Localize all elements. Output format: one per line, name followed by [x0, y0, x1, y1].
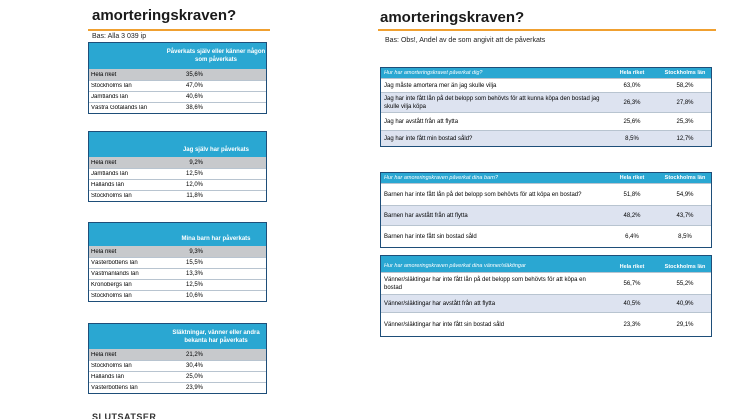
left-table-2-header: Jag själv har påverkats — [89, 132, 266, 157]
table-row: Stockholms län 47,0% — [89, 80, 266, 91]
right-table-3-header: Hur har amoreringskraven påverkat dina vänner/släktingar Hela riket Stockholms län — [381, 256, 711, 272]
table-row: Hela riket 35,6% — [89, 69, 266, 80]
table-row: Jag har avstått från att flytta 25,6% 25,3% — [381, 112, 711, 130]
table-row: Vänner/släktingar har inte fått sin bostad såld 23,3% 29,1% — [381, 312, 711, 336]
table-row: Jag har inte fått lån på det belopp som behövts för att kunna köpa den bostad jag skulle vilja köpa 26,3% 27,8% — [381, 92, 711, 112]
right-table-2 — [380, 172, 712, 248]
table-row: Kronobergs län 12,5% — [89, 279, 266, 290]
right-heading: amorteringskraven? — [380, 9, 525, 26]
table-row: Hallands län 12,0% — [89, 179, 266, 190]
left-table-4-header: Släktningar, vänner eller andra bekanta har påverkats — [89, 324, 266, 349]
table-row: Stockholms län 10,6% — [89, 290, 266, 301]
table-row: Jämtlands län 12,5% — [89, 168, 266, 179]
right-bas-note: Bas: Obs!, Andel av de som angivit att de påverkats — [385, 37, 546, 44]
table-row: Hela riket 9,3% — [89, 246, 266, 257]
table-row: Hela riket 21,2% — [89, 349, 266, 360]
table-row: Barnen har inte fått sin bostad såld 6,4% 8,5% — [381, 225, 711, 247]
table-row: Barnen har avstått från att flytta 48,2% 43,7% — [381, 205, 711, 225]
left-table-1 — [88, 42, 267, 114]
table-row: Vänner/släktingar har avstått från att flytta 40,5% 40,9% — [381, 294, 711, 312]
bottom-cut-heading: SLUTSATSER — [92, 412, 157, 419]
table-row: Vänner/släktingar har inte fått lån på det belopp som behövts för att köpa en bostad 56,7% 55,2% — [381, 272, 711, 294]
left-table-4 — [88, 323, 267, 394]
right-table-3 — [380, 255, 712, 337]
left-table-3 — [88, 222, 267, 302]
table-row: Västerbottens län 23,9% — [89, 382, 266, 393]
table-row: Stockholms län 30,4% — [89, 360, 266, 371]
right-heading-rule — [378, 29, 716, 31]
table-row: Hallands län 25,0% — [89, 371, 266, 382]
left-table-1-header: Påverkats själv eller känner någon som påverkats — [89, 43, 266, 69]
right-table-1-header: Hur har amorteringskravet påverkat dig? Hela riket Stockholms län — [381, 68, 711, 78]
table-row: Västerbottens län 15,5% — [89, 257, 266, 268]
left-heading: amorteringskraven? — [92, 7, 237, 24]
table-row: Stockholms län 11,8% — [89, 190, 266, 201]
right-table-2-header: Hur har amoreringskraven påverkat dina barn? Hela riket Stockholms län — [381, 173, 711, 183]
table-row: Barnen har inte fått lån på det belopp som behövts för att köpa en bostad? 51,8% 54,9% — [381, 183, 711, 205]
left-table-3-header: Mina barn har påverkats — [89, 223, 266, 246]
table-row: Hela riket 9,2% — [89, 157, 266, 168]
left-table-2 — [88, 131, 267, 202]
left-heading-rule — [88, 29, 270, 31]
table-row: Jag har inte fått min bostad såld? 8,5% 12,7% — [381, 130, 711, 146]
left-bas-note: Bas: Alla 3 039 ip — [92, 33, 147, 40]
right-table-1 — [380, 67, 712, 147]
table-row: Västmanlands län 13,3% — [89, 268, 266, 279]
table-row: Västra Götalands län 38,6% — [89, 102, 266, 113]
table-row: Jämtlands län 40,6% — [89, 91, 266, 102]
table-row: Jag måste amortera mer än jag skulle vilja 63,0% 58,2% — [381, 78, 711, 92]
